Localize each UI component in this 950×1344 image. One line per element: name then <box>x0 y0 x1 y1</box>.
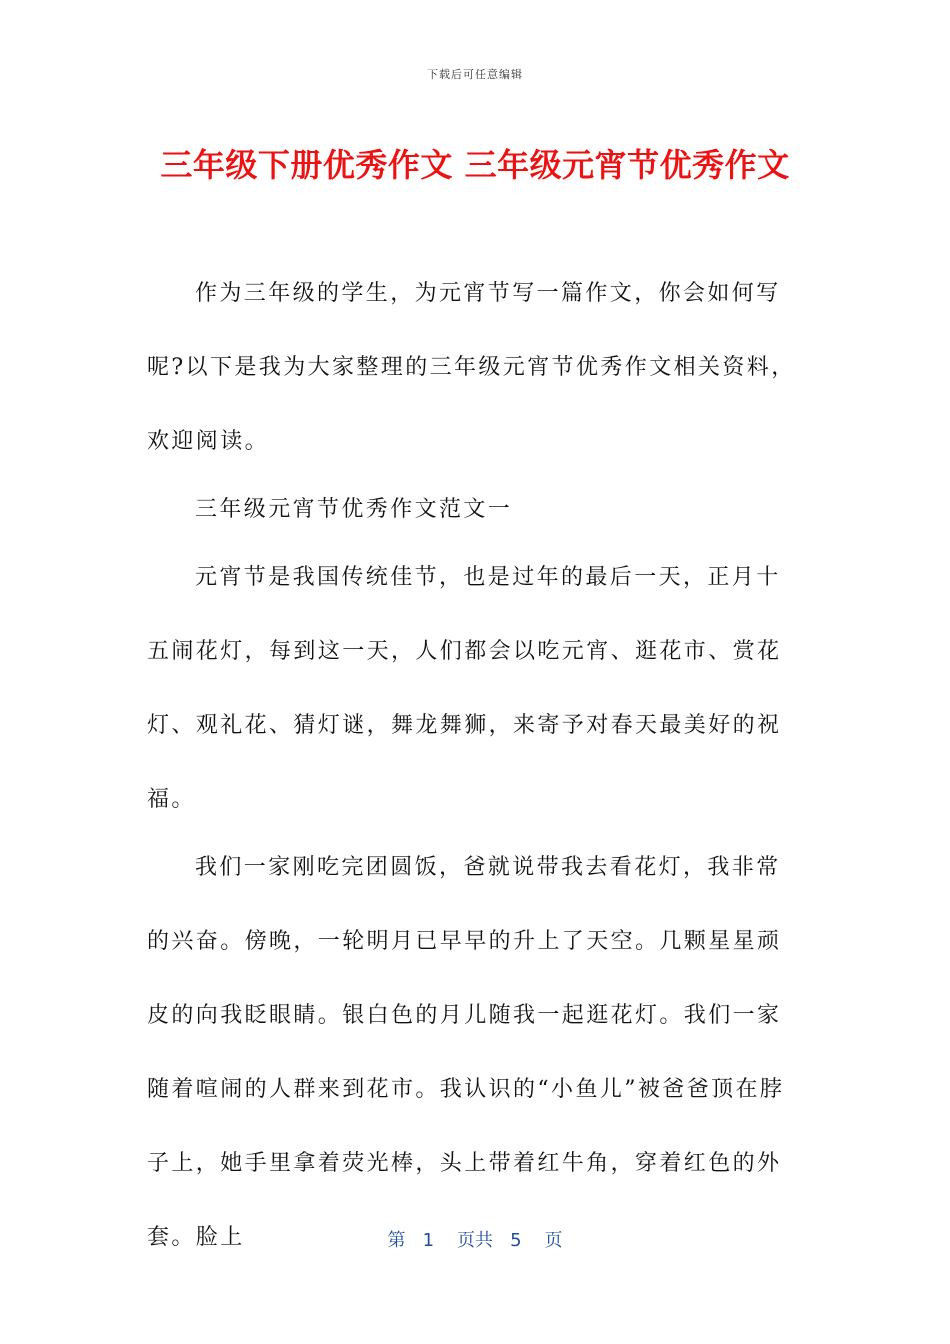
paragraph-heading: 三年级元宵节优秀作文范文一 <box>195 497 513 522</box>
footer-middle: 页共 <box>457 1230 493 1251</box>
paragraph-1: 元宵节是我国传统佳节，也是过年的最后一天，正月十五闹花灯，每到这一天，人们都会以吃元宵、逛花市、赏花灯、观礼花、猜灯谜，舞龙舞狮，来寄予对春天最美好的祝福。 <box>147 565 782 812</box>
footer-page-number: 1 <box>422 1230 435 1251</box>
footer-suffix: 页 <box>544 1230 563 1251</box>
footer-prefix: 第 <box>387 1230 406 1251</box>
page-footer <box>0 1226 950 1252</box>
document-body <box>147 275 797 1275</box>
document-title: 三年级下册优秀作文 三年级元宵节优秀作文 <box>160 146 790 184</box>
paragraph-intro: 作为三年级的学生，为元宵节写一篇作文，你会如何写呢?以下是我为大家整理的三年级元宵节优秀作文相关资料，欢迎阅读。 <box>147 281 796 454</box>
footer-total-pages: 5 <box>510 1230 522 1251</box>
header-note: 下载后可任意编辑 <box>427 68 523 81</box>
paragraph-2: 我们一家刚吃完团圆饭，爸就说带我去看花灯，我非常的兴奋。傍晚，一轮明月已早早的升上了天空。几颗星星顽皮的向我眨眼睛。银白色的月儿随我一起逛花灯。我们一家随着喧闹的人群来到花市。我认识的“小鱼儿”被爸爸顶在脖子上，她手里拿着荧光棒，头上带着红牛角，穿着红色的外套。脸上 <box>147 855 785 1250</box>
